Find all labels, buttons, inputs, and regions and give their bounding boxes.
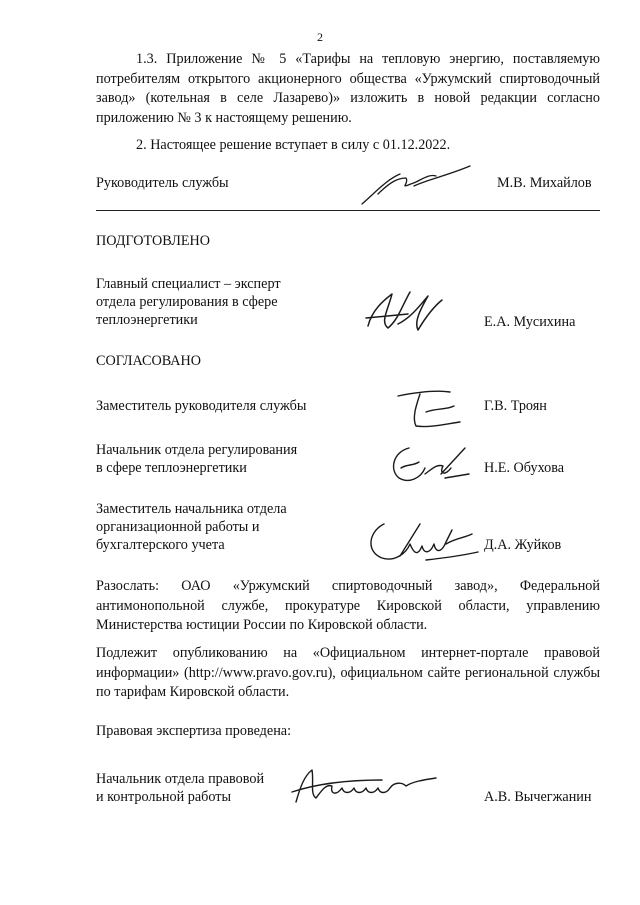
head-signature [356, 160, 476, 208]
agreed-person-3-position-line-3: бухгалтерского учета [96, 537, 225, 553]
agreed-person-1-signature [390, 382, 480, 432]
agreed-person-2-position-line-2: в сфере теплоэнергетики [96, 460, 247, 476]
prepared-signature [358, 280, 468, 340]
agreed-person-3-name: Д.А. Жуйков [484, 537, 562, 553]
prepared-heading: ПОДГОТОВЛЕНО [96, 233, 210, 249]
legal-position-line-2: и контрольной работы [96, 789, 231, 805]
prepared-position-line-1: Главный специалист – эксперт [96, 276, 281, 292]
distribution-list: Разослать: ОАО «Уржумский спиртоводочный завод», Федеральной антимонопольной службе, прокуратуре Кировской области, управлению Министерства юстиции России по Кировской области. [96, 578, 600, 633]
divider-line [96, 210, 600, 211]
legal-name: А.В. Вычегжанин [484, 789, 592, 805]
legal-signature [286, 762, 446, 808]
agreed-person-3-position-line-1: Заместитель начальника отдела [96, 501, 287, 517]
publication-note: Подлежит опубликованию на «Официальном интернет-портале правовой информации» (http://www.pravo.gov.ru), официальном сайте региональной службы по тарифам Кировской области. [96, 645, 600, 700]
head-name: М.В. Михайлов [497, 175, 592, 191]
agreed-heading: СОГЛАСОВАНО [96, 353, 202, 369]
legal-position-line-1: Начальник отдела правовой [96, 771, 265, 787]
prepared-position-line-3: теплоэнергетики [96, 312, 198, 328]
agreed-person-2-position-line-1: Начальник отдела регулирования [96, 442, 298, 458]
agreed-person-1-position: Заместитель руководителя службы [96, 398, 307, 414]
page-number: 2 [317, 30, 323, 44]
agreed-person-3-position-line-2: организационной работы и [96, 519, 260, 535]
agreed-person-2-name: Н.Е. Обухова [484, 460, 565, 476]
prepared-name: Е.А. Мусихина [484, 314, 576, 330]
agreed-person-2-signature [385, 438, 475, 488]
head-position: Руководитель службы [96, 175, 229, 191]
agreed-person-1-name: Г.В. Троян [484, 398, 547, 414]
legal-review-text: Правовая экспертиза проведена: [96, 723, 292, 739]
prepared-position-line-2: отдела регулирования в сфере [96, 294, 278, 310]
clause-1-3: 1.3. Приложение № 5 «Тарифы на тепловую энергию, поставляемую потребителям открытого акционерного общества «Уржумский спиртоводочный завод» (котельная в селе Лазарево)» изложить в новой редакции согласно приложению № 3 к настоящему решению. [96, 51, 600, 126]
agreed-person-3-signature [360, 508, 484, 568]
clause-2: 2. Настоящее решение вступает в силу с 01.12.2022. [136, 137, 451, 153]
